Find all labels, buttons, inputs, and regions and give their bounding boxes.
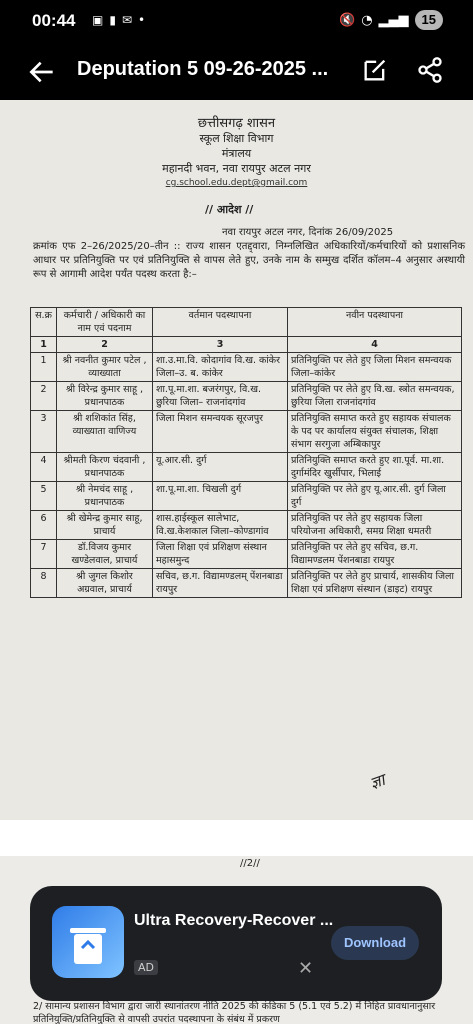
employee-cell: श्री खेमेन्द्र कुमार साहू, प्राचार्य: [57, 511, 153, 540]
new-posting-cell: प्रतिनियुक्ति पर लेते हुए वि.ख. स्त्रोत समन्वयक, छुरिया जिला राजनांदगांव: [288, 382, 462, 411]
status-bar: [0, 0, 473, 44]
new-posting-cell: प्रतिनियुक्ति पर लेते हुए जिला मिशन समन्वयक जिला–कांकेर: [288, 353, 462, 382]
new-posting-cell: प्रतिनियुक्ति पर लेते हुए सहायक जिला परियोजना अधिकारी, समग्र शिक्षा धमतरी: [288, 511, 462, 540]
serial-cell: 2: [31, 382, 57, 411]
employee-cell: श्री विरेन्द्र कुमार साहू , प्रधानपाठक: [57, 382, 153, 411]
column-number: 3: [153, 337, 288, 353]
government-name: छत्तीसगढ़ शासन: [197, 116, 276, 131]
current-posting-cell: जिला मिशन समन्वयक सूरजपुर: [153, 411, 288, 453]
column-number: 2: [57, 337, 153, 353]
signal-icon: ▂▄▆: [378, 12, 409, 28]
share-icon[interactable]: [416, 56, 444, 84]
table-row: [31, 353, 462, 382]
serial-cell: 5: [31, 482, 57, 511]
table-row: [31, 382, 462, 411]
mute-icon: 🔇: [339, 12, 356, 28]
status-time: 00:44: [32, 11, 76, 30]
employee-cell: श्री जुगल किशोर अग्रवाल, प्राचार्य: [57, 569, 153, 598]
column-number: 1: [31, 337, 57, 353]
new-posting-cell: प्रतिनियुक्ति पर लेते हुए सचिव, छ.ग. विद्यामण्डलम पेंशनबाडा रायपुर: [288, 540, 462, 569]
table-header: स.क्र: [31, 308, 57, 337]
department-name: स्कूल शिक्षा विभाग: [199, 132, 274, 145]
deputation-table: [30, 307, 462, 598]
current-posting-cell: शा.पू.मा.शा. चिखली दुर्ग: [153, 482, 288, 511]
order-paragraph: क्रमांक एफ 2–26/2025/20–तीन :: राज्य शासन एतद्द्वारा, निम्नलिखित अधिकारियों/कर्मचारियों को प्रशासनिक आधार पर प्रतिनियुक्ति पर एवं प्रतिनियुक्ति से वापस लेते हुए, उनके नाम के सम्मुख दर्शित कॉलम–4 अनुसार अस्थायी रूप से आगामी आदेश पर्यंत पदस्थ करता है:–: [33, 241, 465, 280]
signature: ज्ञा: [367, 770, 388, 793]
recovery-app-icon[interactable]: [52, 906, 124, 978]
back-arrow-icon[interactable]: [26, 56, 58, 88]
status-system-icons: [339, 10, 443, 30]
office-address: महानदी भवन, नवा रायपुर अटल नगर: [162, 162, 311, 175]
table-row: [31, 511, 462, 540]
table-header: कर्मचारी / अधिकारी का नाम एवं पदनाम: [57, 308, 153, 337]
page-number: //2//: [240, 858, 260, 869]
download-button[interactable]: Download: [331, 926, 419, 960]
app-bar: [0, 44, 473, 100]
serial-cell: 7: [31, 540, 57, 569]
employee-cell: श्री नवनीत कुमार पटेल , व्याख्याता: [57, 353, 153, 382]
screenshot-icon: ▣: [92, 13, 104, 27]
serial-cell: 3: [31, 411, 57, 453]
document-title: Deputation 5 09-26-2025 ...: [77, 58, 329, 80]
document-page[interactable]: [0, 100, 473, 820]
new-posting-cell: प्रतिनियुक्ति पर लेते हुए यू.आर.सी. दुर्ग जिला दुर्ग: [288, 482, 462, 511]
new-posting-cell: प्रतिनियुक्ति पर लेते हुए प्राचार्य, शासकीय जिला शिक्षा एवं प्रशिक्षण संस्थान (डाइट) रायपुर: [288, 569, 462, 598]
ad-app-name[interactable]: Ultra Recovery-Recover ...: [134, 912, 334, 929]
current-posting-cell: शा.उ.मा.वि. कोदागांव वि.ख. कांकेर जिला–उ. ब. कांकेर: [153, 353, 288, 382]
letterhead: [0, 116, 473, 191]
ad-banner[interactable]: [30, 886, 442, 1001]
table-row: [31, 569, 462, 598]
close-icon[interactable]: ✕: [298, 958, 314, 979]
table-row: [31, 482, 462, 511]
order-heading: // आदेश //: [205, 203, 254, 216]
column-number: 4: [288, 337, 462, 353]
battery-badge: 15: [415, 10, 443, 30]
page-divider: [0, 820, 473, 856]
employee-cell: श्री नेमचंद साहू , प्रधानपाठक: [57, 482, 153, 511]
current-posting-cell: जिला शिक्षा एवं प्रशिक्षण संस्थान महासमुन्द: [153, 540, 288, 569]
ministry-name: मंत्रालय: [221, 147, 252, 160]
serial-cell: 8: [31, 569, 57, 598]
table-header: नवीन पदस्थापना: [288, 308, 462, 337]
department-email: cg.school.edu.dept@gmail.com: [165, 178, 308, 188]
status-notification-icons: [92, 13, 145, 27]
table-row: [31, 540, 462, 569]
edit-icon[interactable]: [361, 56, 389, 84]
ad-badge: AD: [134, 960, 158, 975]
dot-icon: •: [138, 13, 146, 27]
current-posting-cell: शा.पू.मा.शा. बजरंगपुर, वि.ख. छुरिया जिला– राजनांदगांव: [153, 382, 288, 411]
table-row: [31, 453, 462, 482]
app-notification-icon: ✉: [121, 13, 133, 27]
table-header: वर्तमान पदस्थापना: [153, 308, 288, 337]
wifi-icon: ◔: [361, 12, 373, 28]
order-date: नवा रायपुर अटल नगर, दिनांक 26/09/2025: [222, 227, 394, 238]
serial-cell: 4: [31, 453, 57, 482]
serial-cell: 1: [31, 353, 57, 382]
current-posting-cell: यू.आर.सी. दुर्ग: [153, 453, 288, 482]
page2-note: 2/ सामान्य प्रशासन विभाग द्वारा जारी स्थानांतरण नीति 2025 की कंडिका 5 (5.1 एवं 5.2) में निहित प्रावधानानुसार प्रतिनियुक्ति/प्रतिनियुक्ति से वापसी उपरांत पदस्थापना के संबंध में प्रकरण: [33, 1001, 436, 1024]
employee-cell: डॉ.विजय कुमार खण्डेलवाल, प्राचार्य: [57, 540, 153, 569]
table-row: [31, 411, 462, 453]
serial-cell: 6: [31, 511, 57, 540]
current-posting-cell: सचिव, छ.ग. विद्यामण्डलम् पेंशनबाडा रायपुर: [153, 569, 288, 598]
new-posting-cell: प्रतिनियुक्ति समाप्त करते हुए सहायक संचालक के पद पर कार्यालय संयुक्त संचालक, शिक्षा संभाग सरगुजा अम्बिकापुर: [288, 411, 462, 453]
employee-cell: श्रीमती किरण चंदवानी , प्रधानपाठक: [57, 453, 153, 482]
current-posting-cell: शास.हाईस्कूल सालेभाट, वि.ख.केशकाल जिला–कोण्डागांव: [153, 511, 288, 540]
new-posting-cell: प्रतिनियुक्ति समाप्त करते हुए शा.पूर्व. मा.शा. दुर्गामंदिर खुर्सीपार, भिलाई: [288, 453, 462, 482]
employee-cell: श्री शशिकांत सिंह, व्याख्याता वाणिज्य: [57, 411, 153, 453]
sim-icon: ▮: [109, 13, 116, 27]
